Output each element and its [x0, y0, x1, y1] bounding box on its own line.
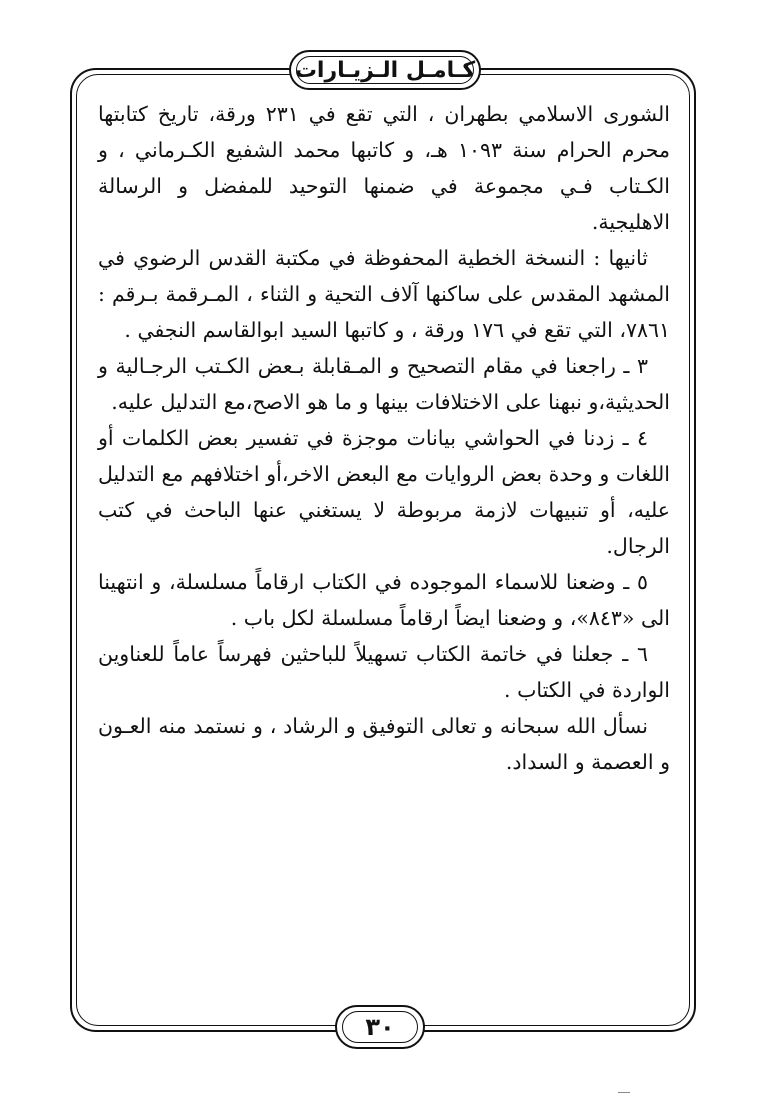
page-number: ٣٠: [365, 1013, 395, 1041]
paragraph-item-6: ٦ ـ جعلنا في خاتمة الكتاب تسهيلاً للباحثين فهرساً عاماً للعناوين الواردة في الكتاب .: [98, 642, 670, 702]
paragraph-item-4: ٤ ـ زدنا في الحواشي بيانات موجزة في تفسير بعض الكلمات أو اللغات و وحدة بعض الروايات مع البعض الاخر،أو اختلافهم مع التدليل عليه، أو تنبيهات لازمة مربوطة لا يستغني عنها الباحث في كتب الرجال.: [98, 426, 670, 558]
paragraph-second-manuscript: ثانيها : النسخة الخطية المحفوظة في مكتبة القدس الرضوي في المشهد المقدس على ساكنها آلاف التحية و الثناء ، المـرقمة بـرقم : ٧٨٦١، التي تقع في ١٧٦ ورقة ، و كاتبها السيد ابوالقاسم النجفي .: [98, 246, 670, 342]
paragraph-closing-prayer: نسأل الله سبحانه و تعالى التوفيق و الرشاد ، و نستمد منه العـون و العصمة و السداد.: [98, 714, 670, 774]
book-title: كـامـل الـزيـارات: [294, 57, 476, 83]
scan-mark: [618, 1092, 630, 1093]
paragraph-item-5: ٥ ـ وضعنا للاسماء الموجوده في الكتاب ارقاماً مسلسلة، و انتهينا الى «٨٤٣»، و وضعنا ايضاً ارقاماً مسلسلة لكل باب .: [98, 570, 670, 630]
paragraph-item-3: ٣ ـ راجعنا في مقام التصحيح و المـقابلة بـعض الكـتب الرجـالية و الحديثية،و نبهنا على الاختلافات بينها و ما هو الاصح،مع التدليل عليه.: [98, 354, 670, 414]
page-number-badge: [335, 1005, 425, 1049]
page-body: [98, 96, 670, 780]
paragraph-continuation: الشورى الاسلامي بطهران ، التي تقع في ٢٣١ ورقة، تاريخ كتابتها محرم الحرام سنة ١٠٩٣ هـ، و كاتبها محمد الشفيع الكـرماني ، و الكـتاب فـي مجموعة في ضمنها التوحيد للمفضل و الرسالة الاهليجية.: [98, 102, 670, 234]
running-header: [289, 50, 481, 90]
